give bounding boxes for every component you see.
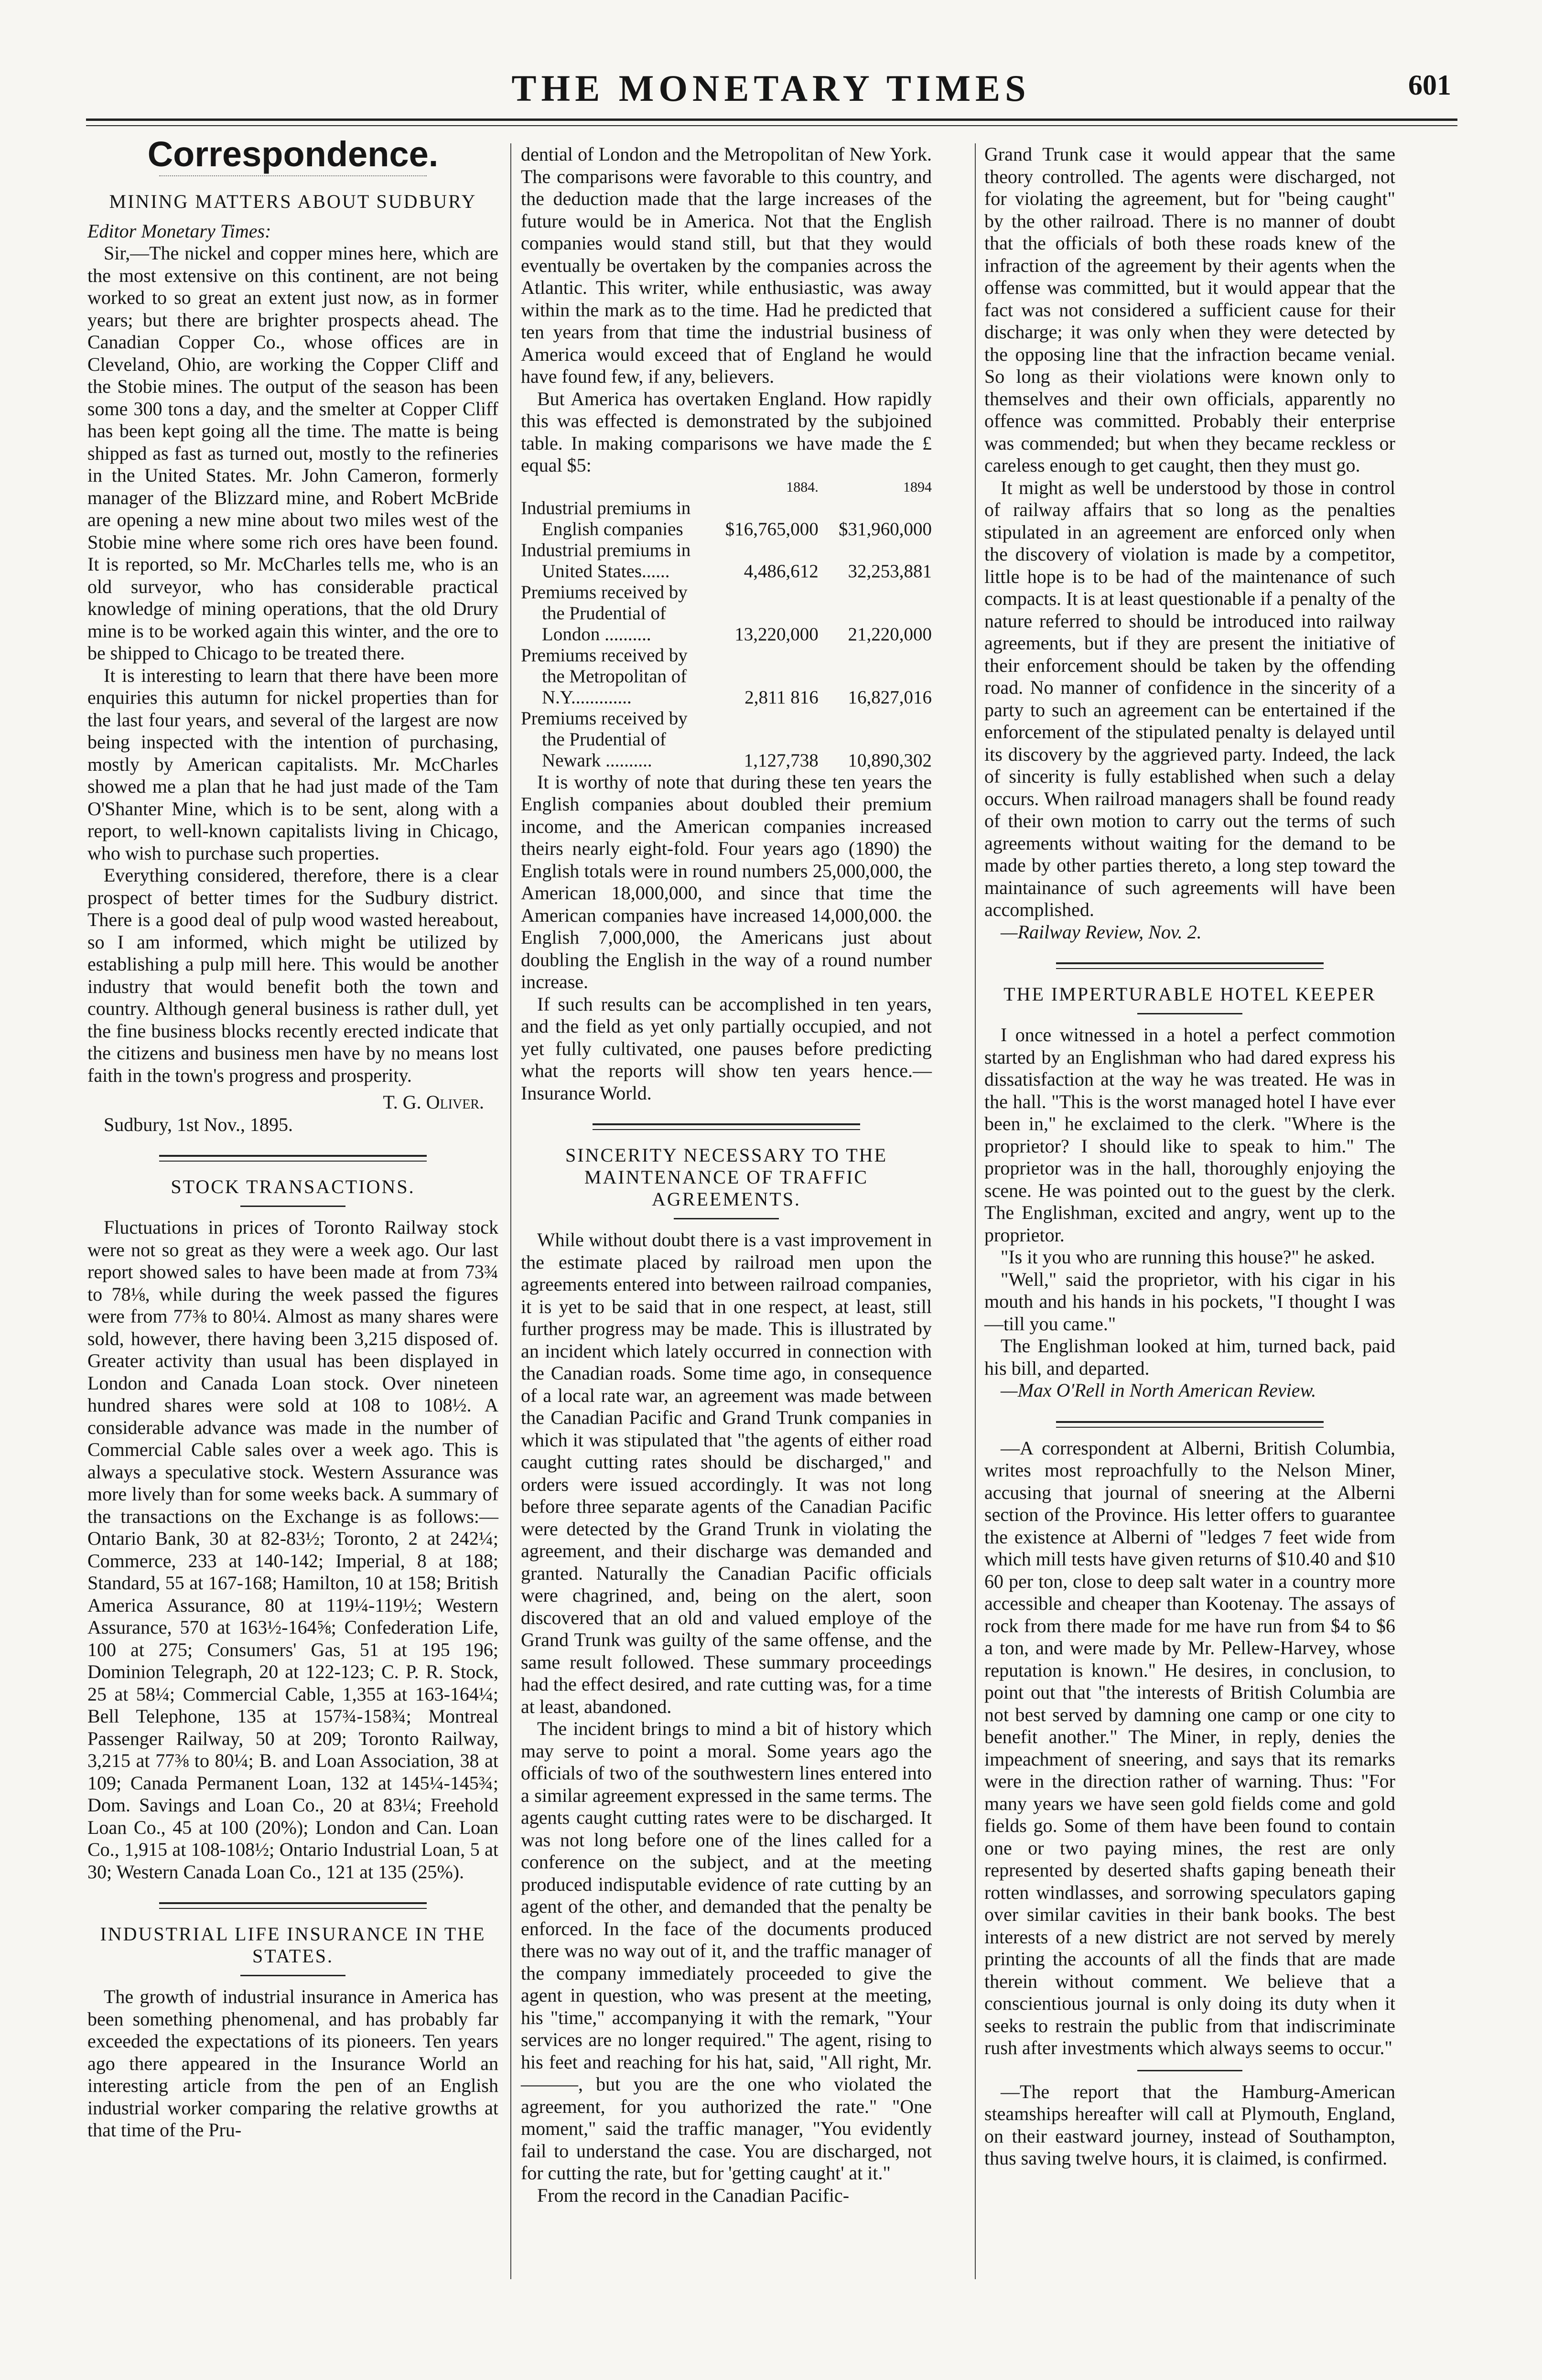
separator xyxy=(1137,2070,1242,2071)
table-row: Premiums received by xyxy=(521,645,688,666)
page-number: 601 xyxy=(1408,69,1451,101)
paragraph: dential of London and the Metropolitan of New York. The comparisons were favorable to this country, and the deduction made that the large increases of the future would be in America. Not that the English companies would stand still, but that they would eventually be overtaken by the companies across the Atlantic. This writer, while enthusiastic, was away within the mark as to the time. Had he predicted that ten years from that time the industrial business of America would exceed that of England he would have found few, if any, believers. xyxy=(521,143,932,387)
masthead xyxy=(0,62,1542,115)
article-title: STOCK TRANSACTIONS. xyxy=(171,1176,415,1197)
column-divider xyxy=(975,143,976,2279)
separator xyxy=(159,1155,427,1162)
paragraph: If such results can be accomplished in ten years, and the field as yet only partially occupied, and not yet fully cultivated, one pauses before predicting what the reports will show ten years hence.—Insurance World. xyxy=(521,993,932,1104)
paragraph: "Well," said the proprietor, with his cigar in his mouth and his hands in his pockets, "I thought I was—till you came." xyxy=(984,1268,1395,1335)
paragraph: The incident brings to mind a bit of history which may serve to point a moral. Some years ago the officials of two of the southwestern lines entered into a similar agreement expressed in the same terms. The agents caught cutting rates were to be discharged. It was not long before one of the lines called for a conference on the subject, and at the meeting produced indisputable evidence of rate cutting by an agent of the other, and demanded that the penalty be enforced. In the face of the documents produced there was no way out of it, and the traffic manager of the company immediately proceeded to give the agent in question, who was present at the meeting, his "time," accompanying it with the remark, "Your services are no longer required." The agent, rising to his feet and reaching for his hat, said, "All right, Mr. ———, but you are the one who violated the agreement, for you authorized the rate." "One moment," said the traffic manager, "You evidently fail to understand the case. You are discharged, not for cutting the rate, but for 'getting caught' at it." xyxy=(521,1718,932,2184)
table-row: the Metropolitan of xyxy=(542,666,687,687)
article-title: INDUSTRIAL LIFE INSURANCE IN THE STATES. xyxy=(100,1923,486,1967)
separator xyxy=(593,1123,860,1130)
paragraph: The Englishman looked at him, turned back, paid his bill, and departed. xyxy=(984,1335,1395,1379)
table-row: London .......... 13,220,000 21,220,000 xyxy=(542,624,932,645)
article-title: MINING MATTERS ABOUT SUDBURY xyxy=(109,190,477,212)
table-row: Premiums received by xyxy=(521,708,688,729)
paragraph: It is worthy of note that during these ten years the English companies about doubled their premium income, and the American companies increased theirs nearly eight-fold. Four years ago (1890) the English totals were in round numbers 25,000,000, the American 18,000,000, and since that time the American companies have increased 14,000,000. the English 7,000,000, the Americans just about doubling the English in the way of a round number increase. xyxy=(521,771,932,992)
table-header-row xyxy=(521,477,932,498)
table-row: Industrial premiums in xyxy=(521,539,691,560)
column-2 xyxy=(521,143,932,2207)
separator xyxy=(240,1206,345,1207)
table-row: Newark .......... 1,127,738 10,890,302 xyxy=(542,750,932,771)
column-1 xyxy=(87,134,498,2142)
separator xyxy=(159,175,427,176)
article-title: SINCERITY NECESSARY TO THE MAINTENANCE OF TRAFFIC AGREEMENTS. xyxy=(565,1144,887,1210)
paragraph: —A correspondent at Alberni, British Columbia, writes most reproachfully to the Nelson Miner, accusing that journal of sneering at the Alberni section of the Province. His letter offers to guarantee the existence at Alberni of "ledges 7 feet wide from which mill tests have given returns of $10.40 and $10 60 per ton, close to deep salt water in a country more accessible and cheaper than Kootenay. The assays of rock from there made for me have run from $4 to $6 a ton, and were made by Mr. Pellew-Harvey, whose reputation is known." He desires, in conclusion, to point out that "the interests of British Columbia are not best served by damning one camp or one city to benefit another." The Miner, in reply, denies the impeachment of sneering, and says that its remarks were in the direction rather of warning. Thus: "For many years we have seen gold fields come and gold fields go. Some of them have been found to contain one or two paying mines, the rest are only represented by deserted shafts gaping beneath their rotten windlasses, and sorrowing speculators gaping over similar cavities in their bank books. The best interests of a new district are not served by merely printing the accounts of all the finds that are made therein without comment. We believe that a conscientious journal is only doing its duty when it seeks to restrain the public from that indiscriminate rush after investments which always seems to occur." xyxy=(984,1437,1395,2058)
salutation: Editor Monetary Times: xyxy=(87,220,271,242)
table-row: English companies $16,765,000 $31,960,000 xyxy=(542,518,932,539)
paragraph: Sir,—The nickel and copper mines here, which are the most extensive on this continent, are not being worked to so great an extent just now, as in former years; but there are brighter prospects ahead. The Canadian Copper Co., whose offices are in Cleveland, Ohio, are working the Copper Cliff and the Stobie mines. The output of the season has been some 300 tons a day, and the smelter at Copper Cliff has been kept going all the time. The matte is being shipped as fast as turned out, mostly to the refineries in the United States. Mr. John Cameron, formerly manager of the Blizzard mine, and Robert McBride are opening a new mine about two miles west of the Stobie mine where some rich ores have been found. It is reported, so Mr. McCharles tells me, who is an old surveyor, who has considerable practical knowledge of mining operations, that the old Drury mine is to be worked again this winter, and the ore to be shipped to Chicago to be treated there. xyxy=(87,242,498,664)
separator xyxy=(1137,1013,1242,1014)
table-row: United States...... 4,486,612 32,253,881 xyxy=(542,560,932,582)
signature: T. G. Oliver. xyxy=(383,1091,484,1113)
dateline: Sudbury, 1st Nov., 1895. xyxy=(104,1113,293,1135)
source-credit: —Max O'Rell in North American Review. xyxy=(1001,1379,1316,1401)
paragraph: From the record in the Canadian Pacific- xyxy=(537,2184,850,2206)
separator xyxy=(1056,1421,1324,1428)
table-row: the Prudential of xyxy=(542,603,666,624)
table-row: the Prudential of xyxy=(542,729,666,750)
separator xyxy=(1056,962,1324,969)
header-rule-thin xyxy=(86,125,1457,126)
paragraph: Fluctuations in prices of Toronto Railway stock were not so great as they were a week ago. Our last report showed sales to have been made at from 73¾ to 78⅛, while during the week passed the figures were from 77⅜ to 80¼. Almost as many shares were sold, however, there having been 3,215 disposed of. Greater activity than usual has been displayed in London and Canada Loan stock. Over nineteen hundred shares were sold at 108 to 108½. A considerable advance was made in the number of Commercial Cable sales over a week ago. This is always a speculative stock. Western Assurance was more lively than for some weeks back. A summary of the transactions on the Exchange is as follows:—Ontario Bank, 30 at 82-83½; Toronto, 2 at 242¼; Commerce, 233 at 140-142; Imperial, 8 at 188; Standard, 55 at 167-168; Hamilton, 10 at 158; British America Assurance, 80 at 119¼-119½; Western Assurance, 570 at 163½-164⅝; Confederation Life, 100 at 275; Consumers' Gas, 51 at 195 196; Dominion Telegraph, 20 at 122-123; C. P. R. Stock, 25 at 58¼; Commercial Cable, 1,355 at 163-164¼; Bell Telephone, 135 at 157¾-158¾; Montreal Passenger Railway, 50 at 209; Toronto Railway, 3,215 at 77⅜ to 80¼; B. and Loan Association, 38 at 109; Canada Permanent Loan, 132 at 145¼-145¾; Dom. Savings and Loan Co., 20 at 83¼; Freehold Loan Co., 45 at 100 (20%); London and Can. Loan Co., 1,915 at 108-108½; Ontario Industrial Loan, 5 at 30; Western Canada Loan Co., 121 at 135 (25%). xyxy=(87,1217,498,1883)
separator xyxy=(159,1902,427,1909)
paragraph: It is interesting to learn that there have been more enquiries this autumn for nickel properties than for the last four years, and several of the largest are now being inspected with the intention of purchasing, mostly by American capitalists. Mr. McCharles showed me a plan that he had just made of the Tam O'Shanter Mine, which is to be sent, along with a report, to well-known capitalists living in Chicago, who wish to purchase such properties. xyxy=(87,664,498,864)
paragraph: While without doubt there is a vast improvement in the estimate placed by railroad men upon the agreements entered into between railroad companies, it is yet to be said that in one respect, at least, still further progress may be made. This is illustrated by an incident which lately occurred in connection with the Canadian roads. Some time ago, in consequence of a local rate war, an agreement was made between the Canadian Pacific and Grand Trunk companies in which it was stipulated that "the agents of either road caught cutting rates should be discharged," and orders were issued accordingly. It was not long before three separate agents of the Canadian Pacific were detected by the Grand Trunk in violating the agreement, and their discharge was demanded and granted. Naturally the Canadian Pacific officials were chagrined, and, being on the alert, soon discovered that an old and valued employe of the Grand Trunk was guilty of the same offense, and the same result followed. These summary proceedings had the effect desired, and rate cutting was, for a time at least, abandoned. xyxy=(521,1229,932,1717)
paragraph: Everything considered, therefore, there is a clear prospect of better times for the Sudbury district. There is a good deal of pulp wood wasted hereabout, so I am informed, which might be utilized by establishing a pulp mill here. This would be another industry that would benefit both the town and country. Although general business is rather dull, yet the fine business blocks recently erected indicate that the citizens and business men have by no means lost faith in the town's progress and prosperity. xyxy=(87,864,498,1086)
separator xyxy=(674,1218,779,1219)
column-header: 1894 xyxy=(903,479,932,495)
publication-title: THE MONETARY TIMES xyxy=(511,67,1031,109)
paragraph: It might as well be understood by those in control of railway affairs that so long as the penalties stipulated in an agreement are enforced only when the discovery of violation is made by a competitor, little hope is to be had of the maintenance of such compacts. It is at least questionable if a penalty of the nature referred to should be introduced into railway agreements, but if they are present the initiative of their enforcement should be taken by the offending road. No manner of confidence in the sincerity of a party to such an agreement can be entertained if the enforcement of the stipulated penalty is delayed until its discovery by the aggrieved party. Indeed, the lack of sincerity is fully established when such a delay occurs. When railroad managers shall be found ready of their own motion to carry out the terms of such agreements without waiting for the demand to be made by other parties thereto, a long step toward the maintainance of such agreements will have been accomplished. xyxy=(984,476,1395,920)
table-row: Industrial premiums in xyxy=(521,497,691,518)
separator xyxy=(240,1975,345,1976)
table-row: Premiums received by xyxy=(521,582,688,603)
paragraph: —The report that the Hamburg-American steamships hereafter will call at Plymouth, England, on their eastward journey, instead of Southampton, thus saving twelve hours, it is claimed, is confirmed. xyxy=(984,2080,1395,2169)
paragraph: The growth of industrial insurance in America has been something phenomenal, and has probably far exceeded the expectations of its pioneers. Ten years ago there appeared in the Insurance World an interesting article from the pen of an English industrial worker comparing the relative growths at that time of the Pru- xyxy=(87,1986,498,2141)
article-title: THE IMPERTURABLE HOTEL KEEPER xyxy=(1003,983,1376,1005)
paragraph: I once witnessed in a hotel a perfect commotion started by an Englishman who had dared express his dissatisfaction at the way he was treated. He was in the hall. "This is the worst managed hotel I have ever been in," he exclaimed to the clerk. "Where is the proprietor? I should like to speak to him." The proprietor was in the hall, thoroughly enjoying the scene. He was pointed out to the guest by the clerk. The Englishman, excited and angry, went up to the proprietor. xyxy=(984,1024,1395,1246)
header-rule xyxy=(86,118,1457,121)
column-3 xyxy=(984,143,1395,2170)
premiums-table xyxy=(521,477,932,771)
paragraph: Grand Trunk case it would appear that the same theory controlled. The agents were discharged, not for violating the agreement, but for "being caught" by the other railroad. There is no manner of doubt that the officials of both these roads knew of the infraction of the agreement by their agents when the offense was committed, but it would appear that the fact was not considered a sufficient cause for their discharge; it was only when they were detected by the opposing line that the infraction became venial. So long as their violations were known only to themselves and their own officials, apparently no offence was committed. Probably their enterprise was commended; but when they became reckless or careless enough to get caught, then they must go. xyxy=(984,143,1395,476)
source-credit: —Railway Review, Nov. 2. xyxy=(1001,921,1202,943)
section-heading: Correspondence. xyxy=(147,134,439,174)
table-row: N.Y............. 2,811 816 16,827,016 xyxy=(542,687,932,708)
paragraph: "Is it you who are running this house?" he asked. xyxy=(1001,1246,1375,1268)
column-header: 1884. xyxy=(786,479,819,495)
paragraph: But America has overtaken England. How rapidly this was effected is demonstrated by the subjoined table. In making comparisons we have made the £ equal $5: xyxy=(521,388,932,476)
column-divider xyxy=(510,143,511,2279)
